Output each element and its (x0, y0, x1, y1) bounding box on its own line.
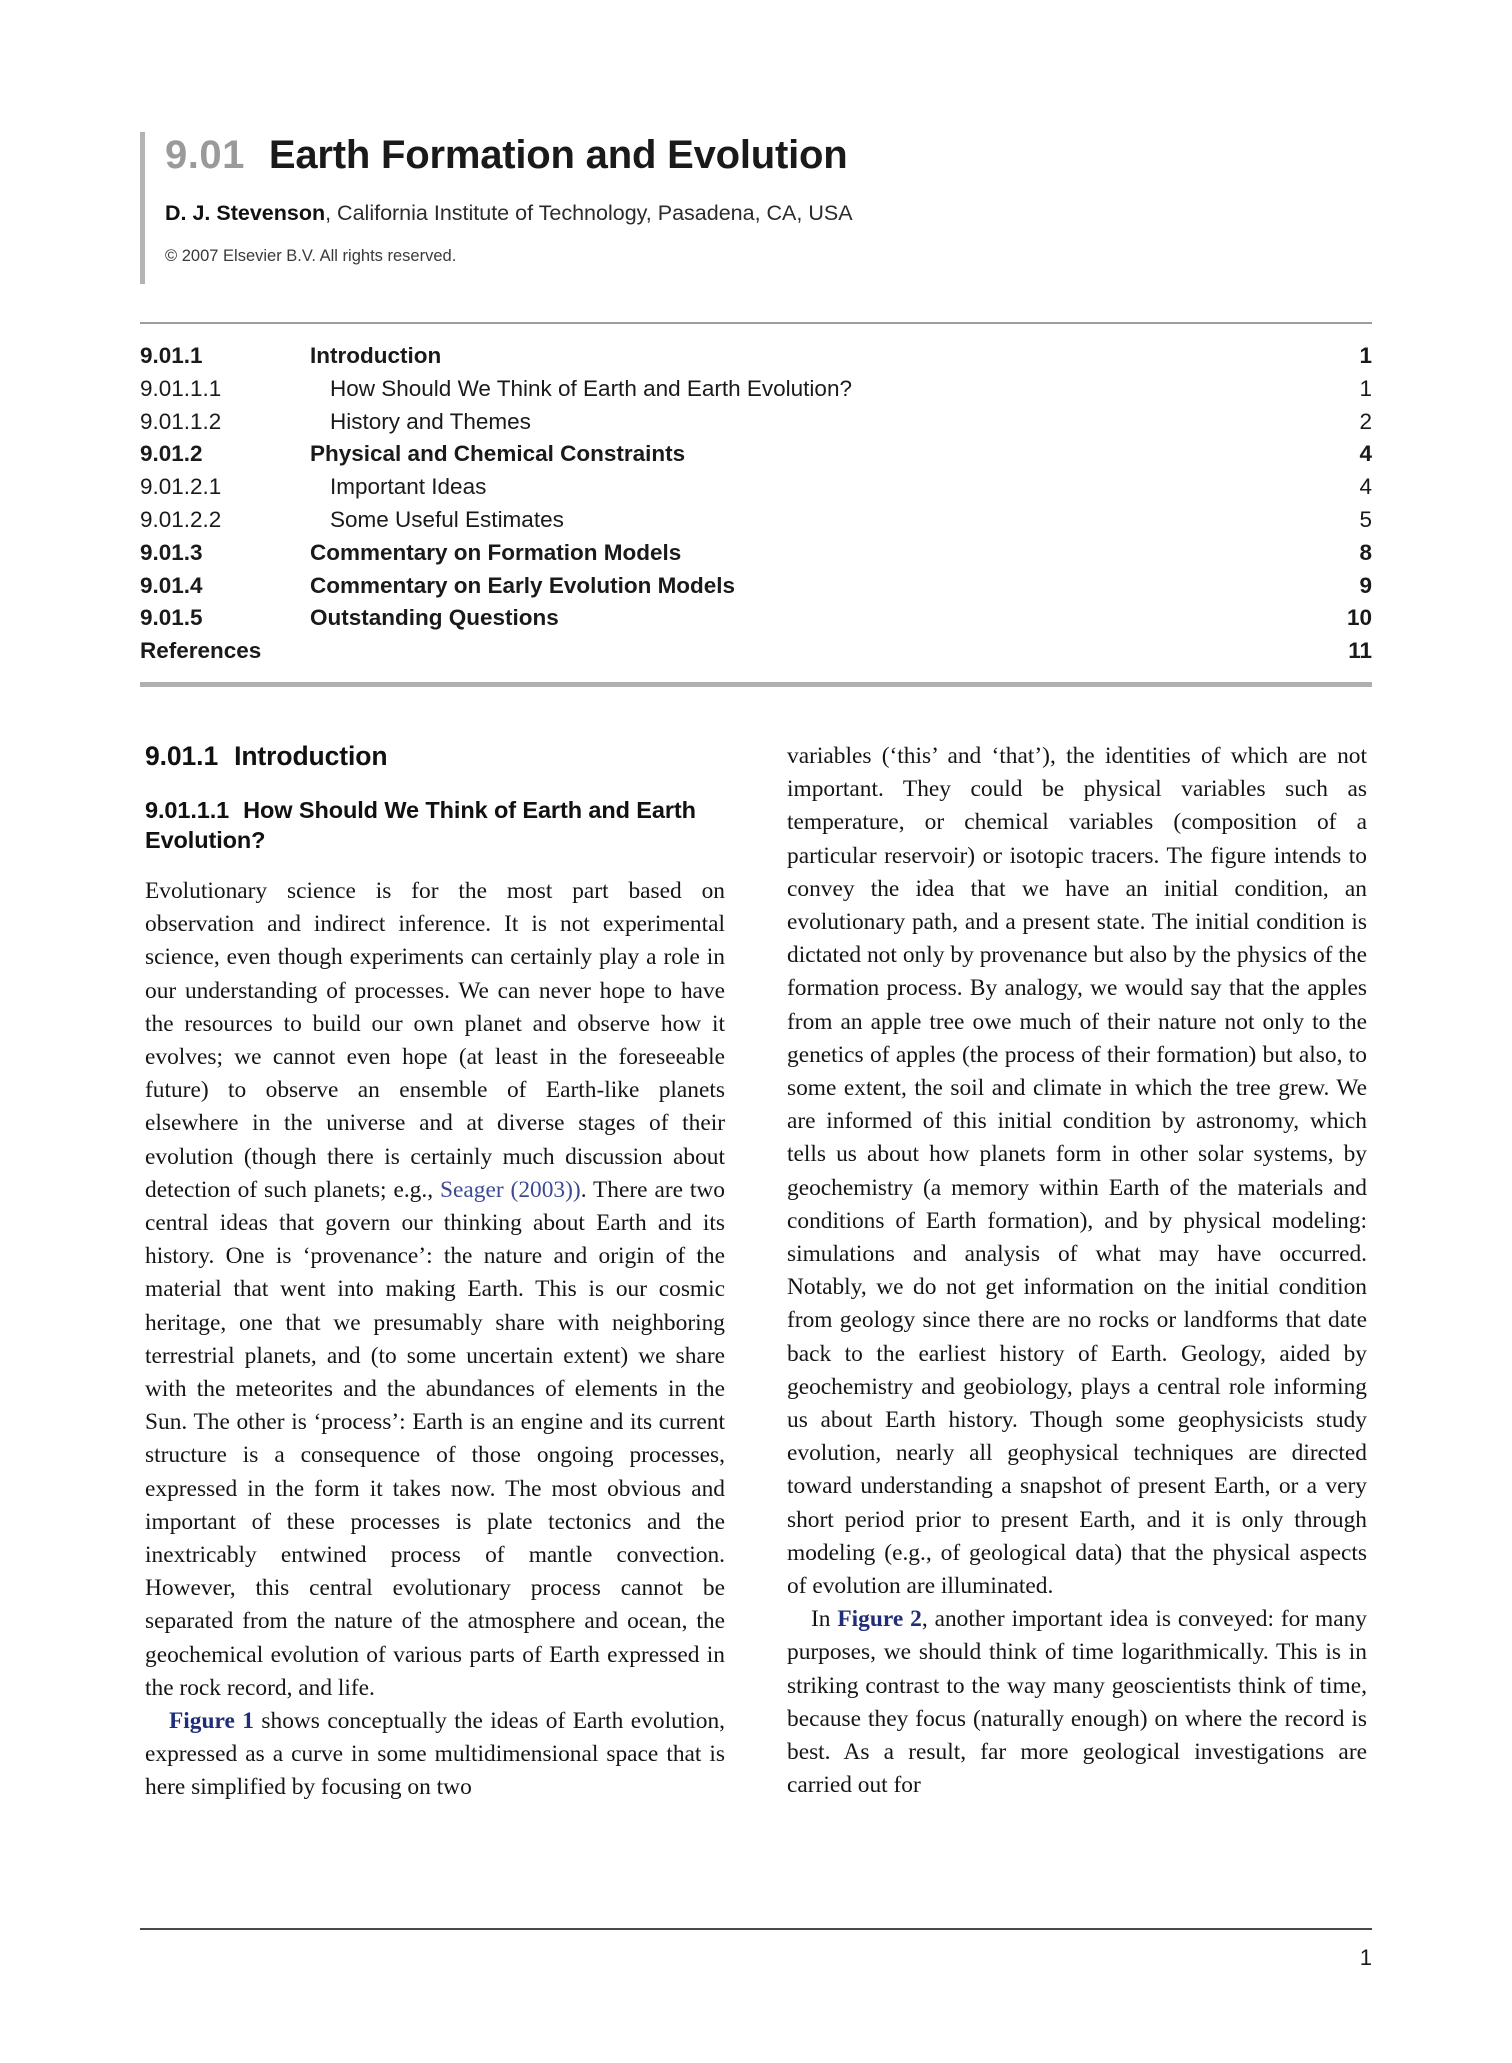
toc-entry-label: Outstanding Questions (310, 605, 559, 631)
paragraph (145, 1705, 725, 1805)
section-heading-title: Introduction (234, 741, 388, 771)
toc-entry-label: How Should We Think of Earth and Earth Evolution? (330, 375, 852, 401)
column-left (145, 740, 725, 1805)
toc-entry-number: 9.01.1.1 (140, 375, 222, 401)
paragraph-text: , another important idea is conveyed: for many purposes, we should think of time logarithmically. This is in striking contrast to the way many geoscientists think of time, because they focus (naturally enough) on where the record is best. As a result, far more geological investigations are carried out for (787, 1606, 1367, 1799)
toc-entry-page: 8 (1359, 539, 1372, 565)
paragraph (145, 875, 725, 1705)
section-heading (145, 740, 725, 773)
paragraph (787, 740, 1367, 1603)
subsection-heading (145, 795, 725, 855)
toc-entry-page: 1 (1359, 343, 1372, 368)
toc-entry-label: Important Ideas (330, 474, 487, 500)
toc-entry-number: 9.01.2 (140, 441, 203, 467)
paragraph-text: In (811, 1606, 838, 1633)
figure-reference-link[interactable]: Figure 2 (837, 1606, 922, 1633)
toc-entry-number: 9.01.2.2 (140, 506, 222, 532)
table-of-contents (140, 322, 1372, 687)
toc-entry-page: 2 (1359, 408, 1372, 434)
paragraph (787, 1603, 1367, 1802)
subsection-heading-number: 9.01.1.1 (145, 797, 230, 823)
toc-entry[interactable] (140, 340, 1372, 373)
page-number: 1 (1359, 1945, 1372, 1970)
toc-entry-label: Introduction (310, 343, 442, 368)
figure-reference-link[interactable]: Figure 1 (169, 1708, 254, 1735)
paragraph-text: shows conceptually the ideas of Earth evolution, expressed as a curve in some multidimensional space that is here simplified by focusing on two (145, 1708, 725, 1801)
toc-entry[interactable] (140, 602, 1372, 635)
toc-entry-number: References (140, 638, 262, 664)
toc-entry[interactable] (140, 471, 1372, 504)
toc-entry-label: Some Useful Estimates (330, 506, 564, 532)
toc-list (140, 324, 1372, 682)
article-body (145, 740, 1367, 1900)
toc-entry-page: 4 (1359, 441, 1372, 467)
chapter-header (140, 132, 1370, 266)
toc-entry-label: Physical and Chemical Constraints (310, 441, 686, 467)
page-footer (140, 1928, 1372, 1972)
toc-entry[interactable] (140, 373, 1372, 406)
toc-entry-page: 4 (1359, 474, 1372, 500)
paragraph-text: variables (‘this’ and ‘that’), the identities of which are not important. They could be physical variables such as temperature, or chemical variables (composition of a particular reservoir) or isotopic tracers. The figure intends to convey the idea that we have an initial condition, an evolutionary path, and a present state. The initial condition is dictated not only by provenance but also by the physics of the formation process. By analogy, we would say that the apples from an apple tree owe much of their nature not only to the genetics of apples (the process of their formation) but also, to some extent, the soil and climate in which the tree grew. We are informed of this initial condition by astronomy, which tells us about how planets form in other solar systems, by geochemistry (a memory within Earth of the materials and conditions of Earth formation), and by physical modeling: simulations and analysis of what may have occurred. Notably, we do not get information on the initial condition from geology since there are no rocks or landforms that date back to the earliest history of Earth. Geology, aided by geochemistry and geobiology, plays a central role informing us about Earth history. Though some geophysicists study evolution, nearly all geophysical techniques are directed toward understanding a snapshot of present Earth, or a very short period prior to present Earth, and it is only through modeling (e.g., of geological data) that the physical aspects of evolution are illuminated. (787, 743, 1367, 1600)
section-heading-number: 9.01.1 (145, 741, 219, 771)
citation-link[interactable]: Seager (2003)) (439, 1176, 581, 1203)
toc-entry-number: 9.01.1.2 (140, 408, 222, 434)
toc-entry-label: Commentary on Early Evolution Models (310, 572, 736, 598)
toc-bottom-divider (140, 682, 1372, 687)
subsection-heading-title: How Should We Think of Earth and Earth Evolution? (145, 797, 696, 853)
author-line (165, 200, 1370, 226)
toc-entry-page: 1 (1359, 375, 1372, 401)
toc-entry-number: 9.01.2.1 (140, 474, 222, 500)
page-title (165, 132, 1370, 178)
header-accent-bar (140, 132, 145, 284)
toc-entry-number: 9.01.5 (140, 605, 203, 631)
toc-entry-number: 9.01.3 (140, 539, 203, 565)
toc-entry-page: 10 (1346, 605, 1372, 631)
toc-entry[interactable] (140, 504, 1372, 537)
toc-entry-page: 9 (1359, 572, 1372, 598)
toc-entry-label: History and Themes (330, 408, 531, 434)
toc-entry-number: 9.01.4 (140, 572, 203, 598)
paragraph-text: . There are two central ideas that govern our thinking about Earth and its history. One is ‘provenance’: the nature and origin of the material that went into making Earth. This is our cosmic heritage, one that we presumably share with neighboring terrestrial planets, and (to some uncertain extent) we share with the meteorites and the abundances of elements in the Sun. The other is ‘process’: Earth is an engine and its current structure is a consequence of those ongoing processes, expressed in the form it takes now. The most obvious and important of these processes is plate tectonics and the inextricably entwined process of mantle convection. However, this central evolutionary process cannot be separated from the nature of the atmosphere and ocean, the geochemical evolution of various parts of Earth expressed in the rock record, and life. (145, 1176, 725, 1701)
toc-entry-number: 9.01.1 (140, 343, 203, 368)
toc-entry[interactable] (140, 438, 1372, 471)
toc-entry[interactable] (140, 537, 1372, 570)
copyright-notice: © 2007 Elsevier B.V. All rights reserved. (165, 247, 457, 265)
author-affiliation: , California Institute of Technology, Pasadena, CA, USA (325, 201, 853, 225)
chapter-number: 9.01 (165, 133, 245, 177)
chapter-title: Earth Formation and Evolution (268, 133, 848, 177)
toc-entry-page: 11 (1348, 638, 1372, 664)
author-name: D. J. Stevenson (165, 201, 326, 225)
column-right (787, 740, 1367, 1803)
toc-entry-label: Commentary on Formation Models (310, 539, 682, 565)
paragraph-text: Evolutionary science is for the most part based on observation and indirect inference. It is not experimental science, even though experiments can certainly play a role in our understanding of processes. We can never hope to have the resources to build our own planet and observe how it evolves; we cannot even hope (at least in the foreseeable future) to observe an ensemble of Earth-like planets elsewhere in the universe and at diverse stages of their evolution (though there is certainly much discussion about detection of such planets; e.g., (145, 878, 725, 1203)
toc-entry-page: 5 (1359, 506, 1372, 532)
toc-entry[interactable] (140, 406, 1372, 439)
toc-entry[interactable] (140, 570, 1372, 603)
toc-entry-references[interactable] (140, 635, 1372, 668)
